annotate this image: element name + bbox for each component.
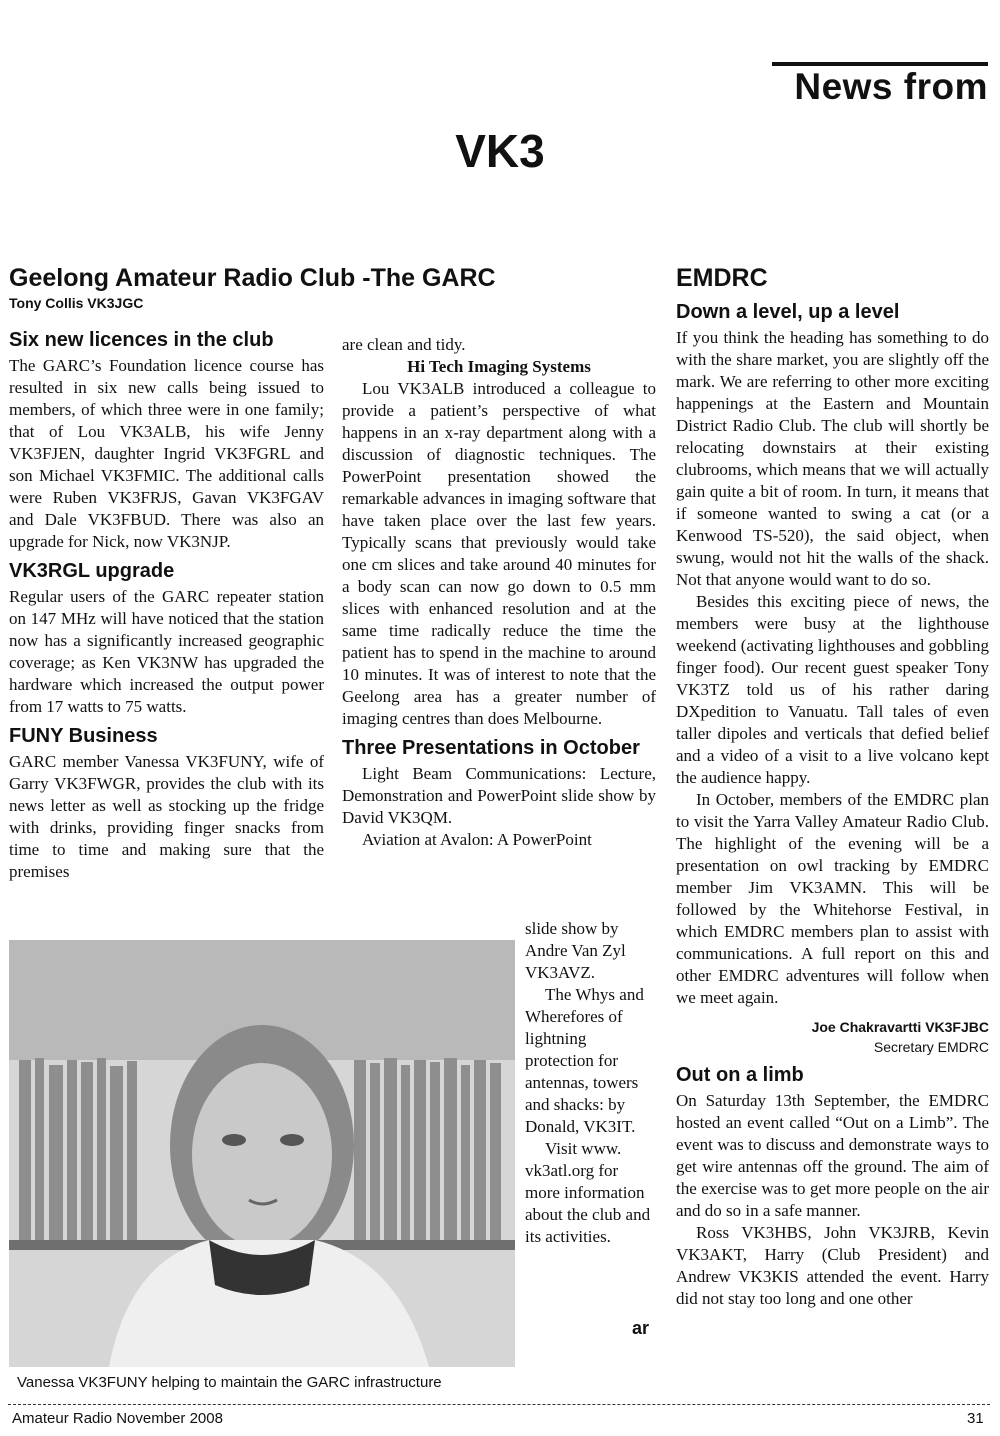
photo-illustration: [9, 940, 515, 1367]
garc-presentation-1: Light Beam Communications: Lecture, Demonstration and PowerPoint slide show by David VK3QM.: [342, 764, 656, 827]
vanessa-photo: [9, 940, 515, 1367]
emdrc-paragraph-5: Ross VK3HBS, John VK3JRB, Kevin VK3AKT, Harry (Club President) and Andrew VK3KIS attended the event. Harry did not stay too long and one other: [676, 1223, 989, 1308]
section-header-title: News from: [794, 66, 988, 107]
garc-section-repeater-text: Regular users of the GARC repeater station on 147 MHz will have noticed that the station now has a significantly increased geographic coverage; as Ken VK3NW has upgraded the hardware which increased the output power from 17 watts to 75 watts.: [9, 587, 324, 716]
garc-section-repeater-title: VK3RGL upgrade: [9, 560, 175, 582]
garc-section-funy-title: FUNY Business: [9, 725, 158, 747]
emdrc-section-level-title: Down a level, up a level: [676, 301, 900, 323]
footer-page-number: 31: [967, 1410, 984, 1427]
garc-presentation-2-rest: slide show by Andre Van Zyl VK3AVZ.: [525, 919, 626, 982]
garc-funy-continued: are clean and tidy.: [342, 335, 466, 354]
region-title: VK3: [455, 125, 545, 177]
garc-presentation-2-start: Aviation at Avalon: A PowerPoint: [362, 830, 592, 849]
footer-publication: Amateur Radio November 2008: [12, 1410, 223, 1427]
emdrc-section-limb-title: Out on a limb: [676, 1064, 804, 1086]
garc-presentation-3: The Whys and Wherefores of lightning protection for antennas, towers and shacks: by Donald, VK3IT.: [525, 985, 644, 1136]
emdrc-column: [676, 262, 989, 1310]
garc-section-licences-text: The GARC’s Foundation licence course has resulted in six new calls being issued to members, of which three were in one family; that of Lou VK3ALB, his wife Jenny VK3FJEN, daughter Ingrid VK3FGRL and son Michael VK3FMIC. The additional calls were Ruben VK3FRJS, Gavan VK3FGAV and Dale VK3FBUD. There was also an upgrade for Nick, now VK3NJP.: [9, 356, 324, 551]
article-end-mark: ar: [632, 1318, 650, 1338]
garc-section-funy-text: GARC member Vanessa VK3FUNY, wife of Garry VK3FWGR, provides the club with its news letter as well as stocking up the fridge with drinks, providing finger snacks from time to time and making sure that the premises: [9, 752, 324, 881]
footer-rule: [8, 1404, 990, 1405]
garc-column-2: [342, 334, 656, 851]
emdrc-club-title: EMDRC: [676, 264, 768, 292]
garc-narrow-column: [525, 918, 655, 1248]
garc-subheading-imaging: Hi Tech Imaging Systems: [407, 357, 591, 376]
garc-imaging-text: Lou VK3ALB introduced a colleague to provide a patient’s perspective of what happens in an x-ray department along with a discussion of diagnostic techniques. The PowerPoint presentation showed the remarkable advances in imaging software that have taken place over the last few years. Typically scans that previously would take one cm slices and take around 40 minutes for a body scan can now go down to 0.5 mm slices with enhanced resolution and at the same time radically reduce the time the patient has to spend in the machine to around 10 minutes. It was of interest to note that the Geelong area has a greater number of imaging centres than does Melbourne.: [342, 379, 656, 728]
photo-caption: Vanessa VK3FUNY helping to maintain the GARC infrastructure: [17, 1374, 442, 1391]
emdrc-paragraph-2: Besides this exciting piece of news, the members were busy at the lighthouse weekend (activating lighthouses and gobbling finger food). Our recent guest speaker Tony VK3TZ told us of his rather daring DXpedition to Vanuatu. Tall tales of even taller dipoles and verticals that defied belief and a video of a visit to a live volcano kept the audience happy.: [676, 592, 989, 787]
emdrc-signature-name: Joe Chakravartti VK3FJBC: [811, 1019, 989, 1035]
garc-visit-website: Visit www. vk3atl.org for more information about the club and its activities.: [525, 1139, 651, 1246]
garc-section-presentations-title: Three Presentations in October: [342, 737, 640, 759]
emdrc-signature-role: Secretary EMDRC: [873, 1039, 989, 1055]
emdrc-paragraph-3: In October, members of the EMDRC plan to visit the Yarra Valley Amateur Radio Club. The highlight of the evening will be a presentation on owl tracking by EMDRC member Jim VK3AMN. This will be followed by the Whitehorse Festival, in which EMDRC members plan to assist with communications. A full report on this and other EMDRC adventures will follow when we meet again.: [676, 790, 989, 1007]
emdrc-paragraph-4: On Saturday 13th September, the EMDRC hosted an event called “Out on a Limb”. The event was to discuss and demonstrate ways to get wire antennas off the ground. The aim of the exercise was to get more people on the air and do so in a safe manner.: [676, 1091, 989, 1220]
emdrc-paragraph-1: If you think the heading has something to do with the share market, you are slightly off the mark. We are referring to other more exciting happenings at the Eastern and Mountain District Radio Club. The club will shortly be relocating downstairs at their existing clubrooms, which means that we will actually gain quite a bit of room. In turn, it means that if someone wanted to swing a cat (or a Kenwood TS-520), the said object, when swung, would not hit the walls of the shack. Not that anyone would want to do so.: [676, 328, 989, 589]
garc-club-title: Geelong Amateur Radio Club -The GARC: [9, 264, 496, 292]
garc-byline: Tony Collis VK3JGC: [9, 295, 144, 311]
garc-section-licences-title: Six new licences in the club: [9, 329, 274, 351]
